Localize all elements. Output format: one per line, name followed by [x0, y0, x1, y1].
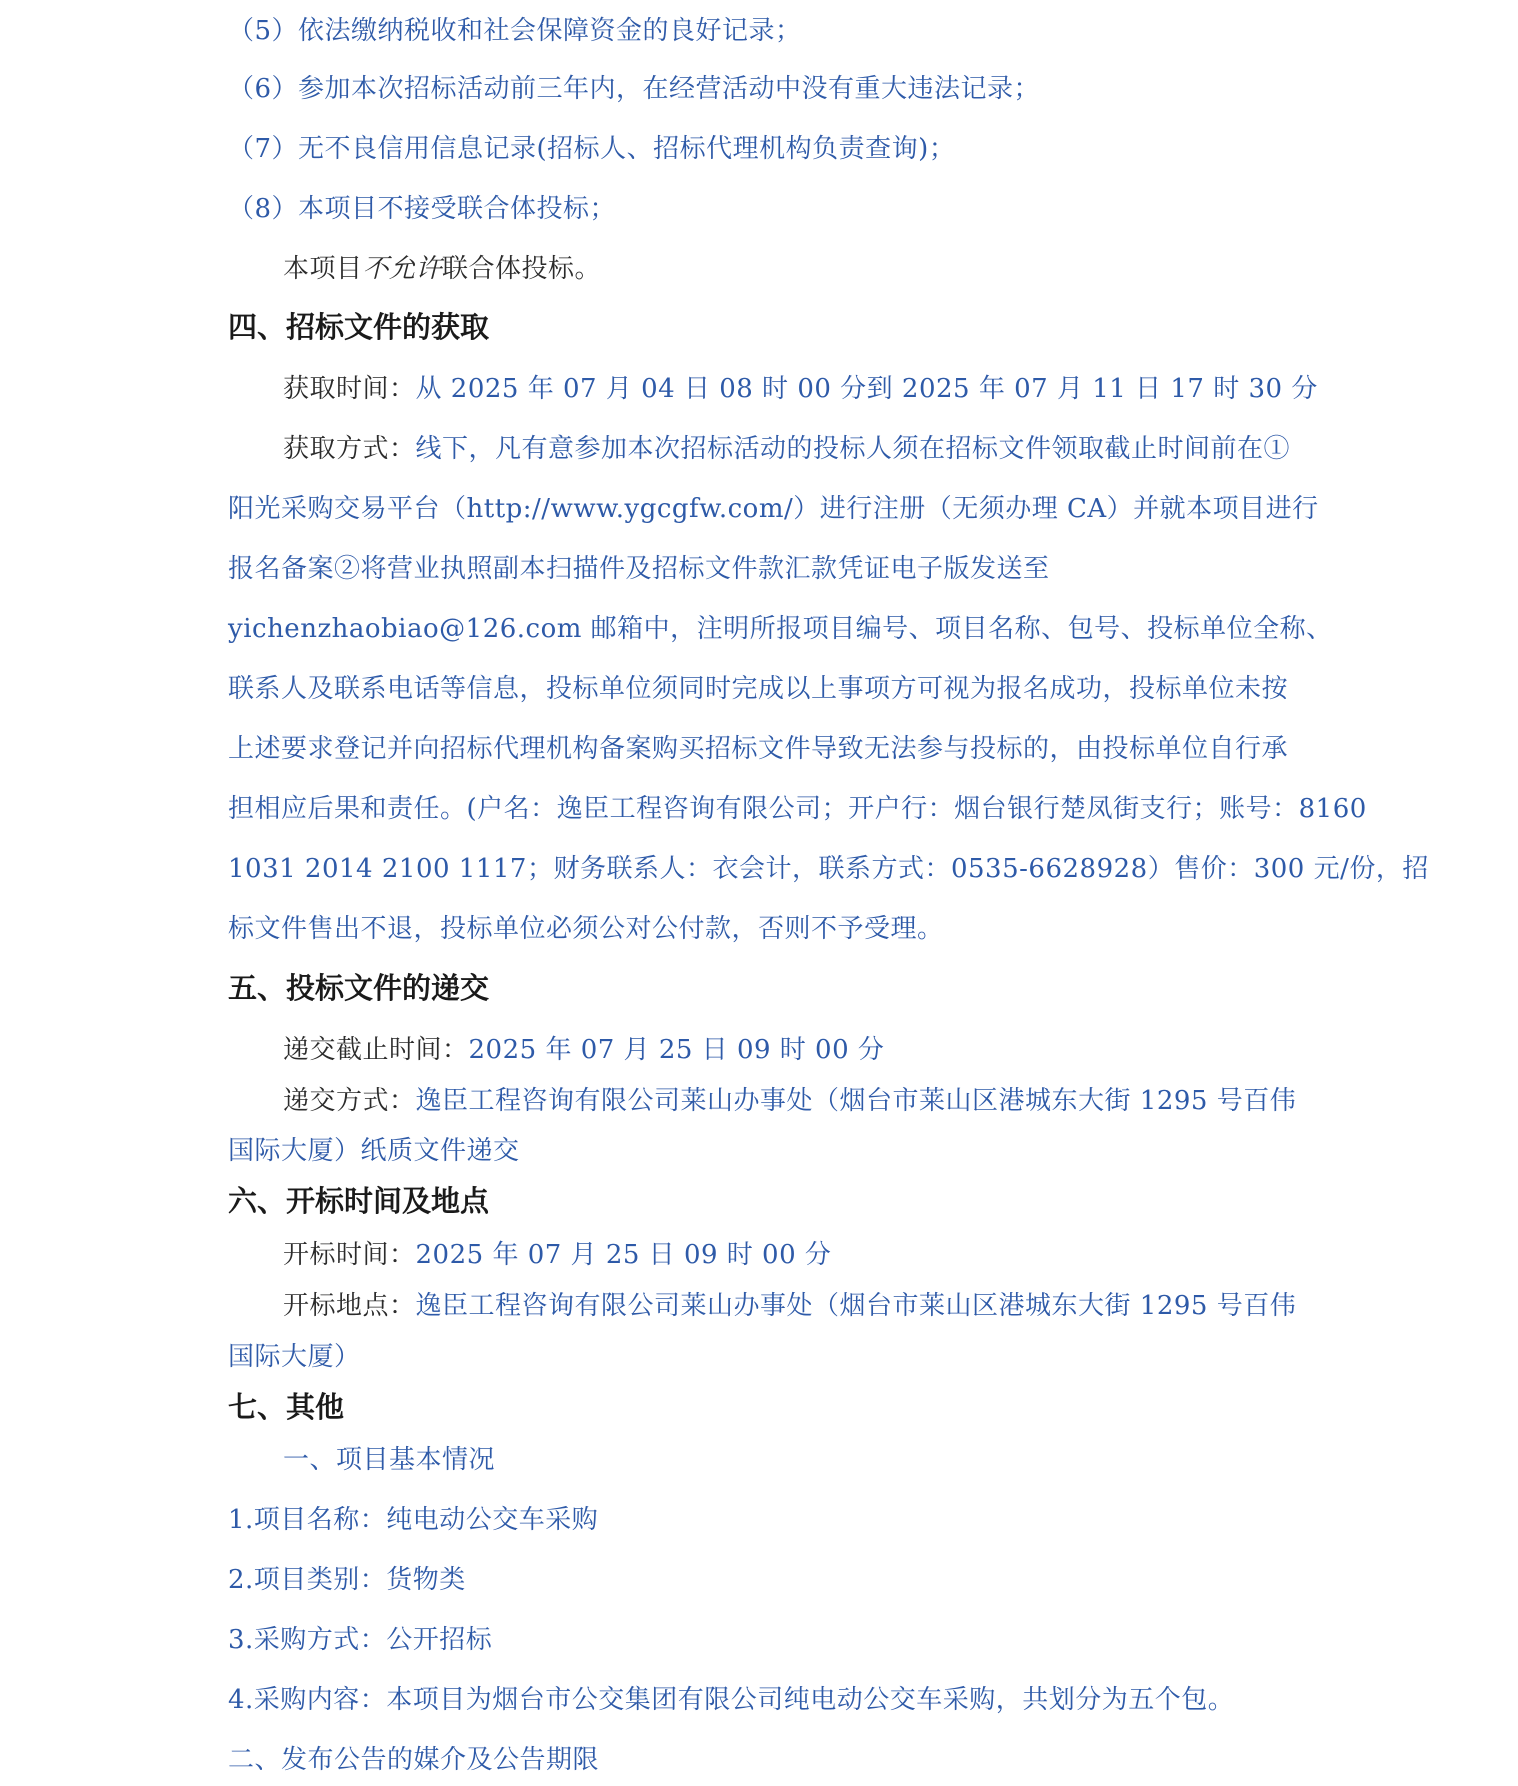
section-5-heading: 五、投标文件的递交 [228, 971, 490, 1005]
acquire-method-line-3: 报名备案②将营业执照副本扫描件及招标文件款汇款凭证电子版发送至 [228, 554, 1050, 584]
acquire-method-line-6: 上述要求登记并向招标代理机构备案购买招标文件导致无法参与投标的，由投标单位自行承 [228, 734, 1289, 764]
opening-time [283, 1238, 1298, 1272]
section-6-heading: 六、开标时间及地点 [228, 1184, 490, 1218]
opening-time-value: 2025 年 07 月 25 日 09 时 00 分 [415, 1240, 832, 1270]
procurement-content-item: 4.采购内容：本项目为烟台市公交集团有限公司纯电动公交车采购，共划分为五个包。 [228, 1685, 1235, 1715]
procurement-method-item: 3.采购方式：公开招标 [228, 1625, 493, 1655]
consortium-value: 不允许 [362, 254, 443, 284]
acquire-method-line-4: yichenzhaobiao@126.com 邮箱中，注明所报项目编号、项目名称、包号、投标单位全称、 [228, 614, 1333, 644]
acquire-time-label: 获取时间： [283, 374, 416, 404]
opening-time-label: 开标时间： [283, 1240, 416, 1270]
acquire-method-label: 获取方式： [283, 434, 416, 464]
acquire-method-line-5: 联系人及联系电话等信息，投标单位须同时完成以上事项方可视为报名成功，投标单位未按 [228, 674, 1289, 704]
opening-place-text: 逸臣工程咨询有限公司莱山办事处（烟台市莱山区港城东大街 1295 号百伟 [415, 1291, 1297, 1321]
requirement-6: （6）参加本次招标活动前三年内，在经营活动中没有重大违法记录； [228, 74, 1041, 104]
submit-deadline-value: 2025 年 07 月 25 日 09 时 00 分 [468, 1035, 885, 1065]
acquire-method-line-7: 担相应后果和责任。(户名：逸臣工程咨询有限公司；开户行：烟台银行楚凤街支行；账号：8160 [228, 794, 1367, 824]
project-name-item: 1.项目名称：纯电动公交车采购 [228, 1505, 599, 1535]
opening-place-label: 开标地点： [283, 1291, 416, 1321]
requirement-8: （8）本项目不接受联合体投标； [228, 194, 617, 224]
acquire-method-line-1 [283, 432, 1298, 466]
section-4-heading: 四、招标文件的获取 [228, 310, 490, 344]
acquire-time [283, 372, 1318, 406]
section-7-heading: 七、其他 [228, 1390, 345, 1424]
opening-place-line-1 [283, 1289, 1298, 1323]
submit-method-line-2: 国际大厦）纸质文件递交 [228, 1136, 520, 1166]
consortium-statement [283, 252, 1298, 286]
acquire-method-line-2: 阳光采购交易平台（http://www.ygcgfw.com/）进行注册（无须办理 CA）并就本项目进行 [228, 494, 1319, 524]
submit-method-label: 递交方式： [283, 1086, 416, 1116]
consortium-prefix: 本项目 [283, 254, 363, 284]
acquire-method-text: 线下，凡有意参加本次招标活动的投标人须在招标文件领取截止时间前在① [415, 434, 1291, 464]
submit-method-line-1 [283, 1084, 1298, 1118]
opening-place-line-2: 国际大厦） [228, 1342, 361, 1372]
project-category-item: 2.项目类别：货物类 [228, 1565, 466, 1595]
acquire-method-line-9: 标文件售出不退，投标单位必须公对公付款，否则不予受理。 [228, 914, 944, 944]
consortium-suffix: 联合体投标。 [442, 254, 602, 284]
submit-deadline [283, 1033, 1298, 1067]
announcement-media-subheading: 二、发布公告的媒介及公告期限 [228, 1745, 600, 1775]
submit-deadline-label: 递交截止时间： [283, 1035, 469, 1065]
requirement-5: （5）依法缴纳税收和社会保障资金的良好记录； [228, 16, 802, 46]
requirement-7: （7）无不良信用信息记录(招标人、招标代理机构负责查询)； [228, 134, 956, 164]
acquire-time-value: 从 2025 年 07 月 04 日 08 时 00 分到 2025 年 07 月 11 日 17 时 30 分 [415, 374, 1318, 404]
project-basic-info-subheading: 一、项目基本情况 [283, 1445, 496, 1475]
submit-method-text: 逸臣工程咨询有限公司莱山办事处（烟台市莱山区港城东大街 1295 号百伟 [415, 1086, 1297, 1116]
acquire-method-line-8: 1031 2014 2100 1117；财务联系人：衣会计，联系方式：0535-6628928）售价：300 元/份，招 [228, 854, 1429, 884]
